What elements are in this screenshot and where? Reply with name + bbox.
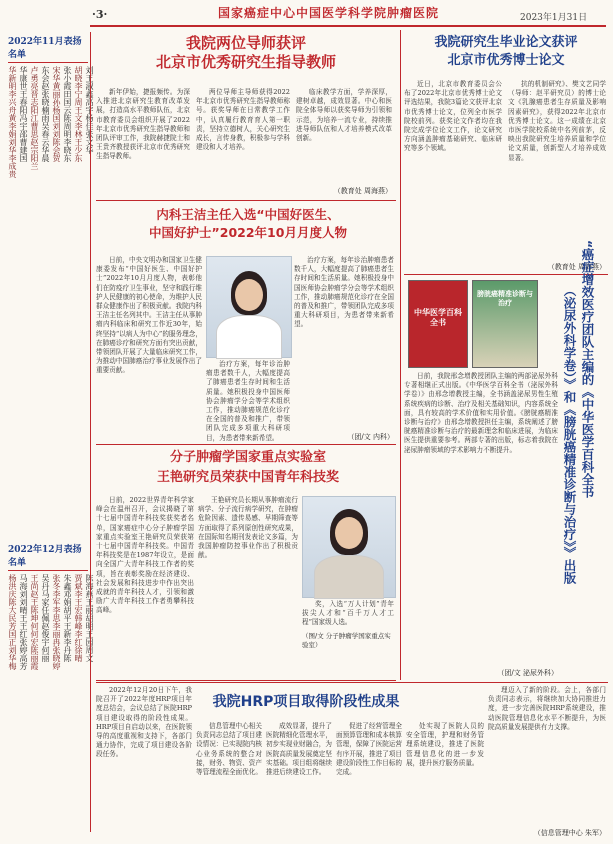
article2-title (100, 206, 396, 250)
article6-title (196, 692, 416, 716)
name-column: 卢勇亮晋志阳江曹思赵宗阳兰 (30, 66, 39, 170)
article1-title (96, 34, 396, 86)
name-column: 华新明李兴舟黄李娟刘华李成贵 (8, 66, 17, 178)
article6-col5: 处实现了医院人员的安全管理，护理和财务管理系统建设，推进了医院管理信息化的进一步发展，提升医疗服务质量。 (406, 722, 484, 767)
name-column: 马海刘刘晴王王红张婷高芳 (19, 574, 28, 670)
sidebar-december-title: 2022年12月表扬名单 (8, 540, 88, 571)
article3-body-left: 日前，2022世界青年科学家峰会在温州召开，会议揭晓了第十七届中国青年科技奖获奖者名单，国家癌症中心分子肿瘤学国家重点实验室王艳研究员荣获第十七届中国青年科技奖。中国青年科技奖是在1987年设立，是面向全国广大青年科技工作者的奖项，旨在表彰奖励在经济建设、社会发展和科技进步中作出突出成就的青年科技人才，引领和激励广大青年科技工作者勇攀科技高峰。 (96, 496, 194, 615)
article4-signature: （教育处 周海燕） (547, 263, 606, 271)
article6-col6: 理迈入了新的阶段。会上，各部门负责同志表示，将继续加大协同推进力度，进一步完善医院HRP系统建设，推动医院管理信息化水平不断提升，为医院高质量发展提供有力支撑。 (488, 686, 606, 731)
article6-col1: 2022年12月20日下午，我院召开了2022年度HRP项目年度总结会，会议总结了医院HRP项目建设取得的阶段性成果。HRP项目自启动以来，在医院领导的高度重视和支持下，各部门通力协作，完成了项目建设各阶段任务。 (96, 686, 192, 759)
article2-body-left: 日前，中央文明办和国家卫生健康委发布“中国好医生、中国好护士”2022年10月月度人物，表彰他们在防疫疗卫生事业，坚守和践行维护人民健康的初心使命，为维护人民群众健康作出了积极贡献。我院内科王洁主任名列其中。王洁主任从事肿瘤内科临床和研究工作近30年，始终坚持“以病人为中心”的服务理念，在肺癌诊疗和研究方面有突出贡献，带领团队开展了大量临床研究工作，为推动中国肺癌治疗事业发展作出了重要贡献。 (96, 256, 202, 375)
name-column: 东会赵张晓楠雨吴春云华晨 (41, 66, 50, 162)
name-column: 贾斌李王宏韩峰李红徐晴 (74, 574, 83, 662)
divider (404, 274, 608, 275)
article1-col1: 新年伊始，捷报频传。为深入推进北京研究生教育改革发展，打造高水平教师队伍，北京市教育委员会组织开展了2022年北京市优秀研究生指导教师和团队评审工作，我院赫捷院士和王贵齐教授获评北京市优秀研究生指导教师。 (96, 88, 190, 161)
article2-title-line2: 中国好护士”2022年10月月度人物 (149, 225, 347, 240)
article5-signature: （团/文 泌尿外科） (497, 669, 558, 677)
name-column: 朱鑫邓娟胡平王新李丹陈 (63, 574, 72, 662)
article2-body-mid: 治疗方案，每年诊治肿瘤患者数千人，大幅度提高了肺癌患者生存时间和生活质量。她积极投身中国医师协会肿瘤学分会等学术组织工作，推动肺癌规范化诊疗在全国的普及和推广，带领团队完成多项重大科研项目，为患者带来新希望。 (206, 360, 290, 442)
article1-signature: （教育处 周海燕） (333, 187, 392, 195)
sidebar-divider (90, 32, 91, 832)
article3-caption: （图/文 分子肿瘤学国家重点实验室） (302, 632, 391, 649)
book2-title: 膀胱癌精准诊断与治疗 (477, 289, 533, 307)
article4-title (404, 34, 608, 78)
name-column: 胡晓李宁周王文李林王少东 (74, 66, 83, 162)
article6-title-text: 我院HRP项目取得阶段性成果 (212, 694, 400, 710)
article4-title-line1: 我院研究生毕业论文获评 (434, 35, 578, 50)
divider (96, 680, 396, 681)
article6-col4: 促进了经营管理全面预算管理和成本核算管理，保障了医院运营有序开展，推进了项目建设阶段性工作目标的完成。 (336, 722, 402, 777)
article3-body-mid: 王艳研究员长期从事肿瘤流行病学、分子流行病学研究，在肿瘤危险因素、遗传易感、早期筛查等方面取得了系列原创性研究成果，在国际知名期刊发表论文多篇，为我国肿瘤防控事业作出了积极贡献。 (198, 496, 298, 560)
book-cover (408, 280, 468, 368)
article3-body-right: 奖，入选“万人计划”青年拔尖人才和“百千万人才工程”国家级人选。 (302, 600, 394, 627)
book-cover (472, 280, 538, 368)
article6-col2: 信息管理中心相关负责同志总结了项目建设情况：已实现院内核心业务系统的整合对接，财务、物资、资产等管理流程全面优化。 (196, 722, 262, 777)
article4-body-left: 近日，北京市教育委员会公布了2022年北京市优秀博士论文评选结果，我院3篇论文获评北京市优秀博士论文，位列全市医学院校前列。获奖论文作者均在我院完成学位论文工作，论文研究方向涵盖肿瘤基础研究、临床研究等多个领域。 (404, 80, 502, 153)
article6-col3: 成效显著，提升了医院精细化管理水平，初步实现业财融合，为医院高质量发展奠定坚实基础。项目组将继续推进后续建设工作。 (266, 722, 332, 777)
page-number: ·3· (92, 8, 108, 21)
header-rule (90, 25, 606, 27)
portrait-photo (206, 256, 292, 358)
divider (96, 200, 396, 201)
article6-signature: （信息管理中心 朱军） (533, 829, 606, 837)
article3-title (100, 448, 396, 492)
column-divider (400, 30, 401, 680)
article1-title-line2: 北京市优秀研究生指导教师 (155, 53, 336, 71)
name-column: 华康世王春阳冯宇邵曹建国 (19, 66, 28, 162)
divider (96, 444, 396, 445)
article1-col2: 两位导师主导师获得2022年北京市优秀研究生指导教师称号。获奖导师在日常教学工作中，认真履行教育育人第一职责，坚持立德树人，关心研究生成长，言传身教，积极参与学科建设和人才培养。 (196, 88, 290, 152)
sidebar-december-names (8, 574, 88, 844)
article3-title-line2: 王艳研究员荣获中国青年科技奖 (156, 470, 339, 485)
name-column: 张冬李军李思李丽冉张晓婷 (52, 574, 61, 670)
masthead: 国家癌症中心中国医学科学院肿瘤医院 (218, 6, 440, 20)
issue-date: 2023年1月31日 (520, 13, 588, 23)
article5-title-b: （泌尿外科学卷）》和《膀胱癌精准诊断与治疗》》出版 (562, 284, 577, 584)
article2-title-line1: 内科王洁主任入选“中国好医生、 (156, 207, 340, 222)
article1-col3: 临床教学方面，学养深厚，建树卓越，成效显著。中心和医院全体导师以获奖导师为引领和示范，为培养一流专业，持续推进导师队伍和人才培养模式改革创新。 (296, 88, 392, 143)
portrait-photo (302, 496, 396, 598)
name-column: 王尚赵王陈坤何何宏陈丽霞 (30, 574, 39, 670)
book1-title: 中华医学百科全书 (414, 307, 462, 327)
sidebar-november (8, 32, 88, 462)
name-column: 吴丹马家任佩赵俊宇何丽 (41, 574, 50, 662)
sidebar-november-names (8, 66, 88, 466)
divider (96, 682, 608, 683)
name-column: 张小霞田国云陈周明李晓东 (63, 66, 72, 162)
sidebar-december (8, 540, 88, 830)
page-header (0, 0, 613, 30)
article3-title-line1: 分子肿瘤学国家重点实验室 (169, 450, 326, 465)
name-column: 杨洪庆陈大民芳国正刘华梅 (8, 574, 17, 670)
name-column: 宋华黄丽孙杨国刘刘陈会贺 (52, 66, 61, 162)
article4-title-line2: 北京市优秀博士论文 (447, 53, 565, 68)
article5-title-a: “癌症增效医疗团队主编的《中华医学百科全书 (580, 240, 595, 499)
article2-body-right: 治疗方案，每年诊治肿瘤患者数千人，大幅度提高了肺癌患者生存时间和生活质量。她积极投身中国医师协会肿瘤学分会等学术组织工作，推动肺癌规范化诊疗在全国的普及和推广，带领团队完成多项重大科研项目，为患者带来新希望。 (294, 256, 394, 329)
article1-title-line1: 我院两位导师获评 (185, 34, 306, 52)
sidebar-november-title: 2022年11月表扬名单 (8, 32, 88, 63)
article4-body-right: 抗的机制研究》、樊文艺同学（导师：赵平研究员）的博士论文《乳腺癌患者生存质量及影响因素研究》，获得2022年北京市优秀博士论文。这一成绩在北京市医学院校系统中名列前茅，反映出我院研究生培养质量和学位论文质量，创新型人才培养成效显著。 (508, 80, 606, 162)
article5-body: 日前，我院邢念增教授团队主编的两部泌尿外科专著相继正式出版。《中华医学百科全书（泌尿外科学卷）》由邢念增教授主编，全书涵盖泌尿男性生殖系统疾病的诊断、治疗及相关基础知识，内容系统全面，具有较高的学术价值和实用价值。《膀胱癌精准诊断与治疗》由邢念增教授担任主编，系统阐述了膀胱癌精准诊断与治疗的最新理念和临床进展，为临床医生提供重要参考。两部专著的出版，标志着我院在泌尿肿瘤领域的学术影响力不断提升。 (404, 372, 558, 454)
article2-signature: （团/文 内科） (347, 433, 394, 441)
